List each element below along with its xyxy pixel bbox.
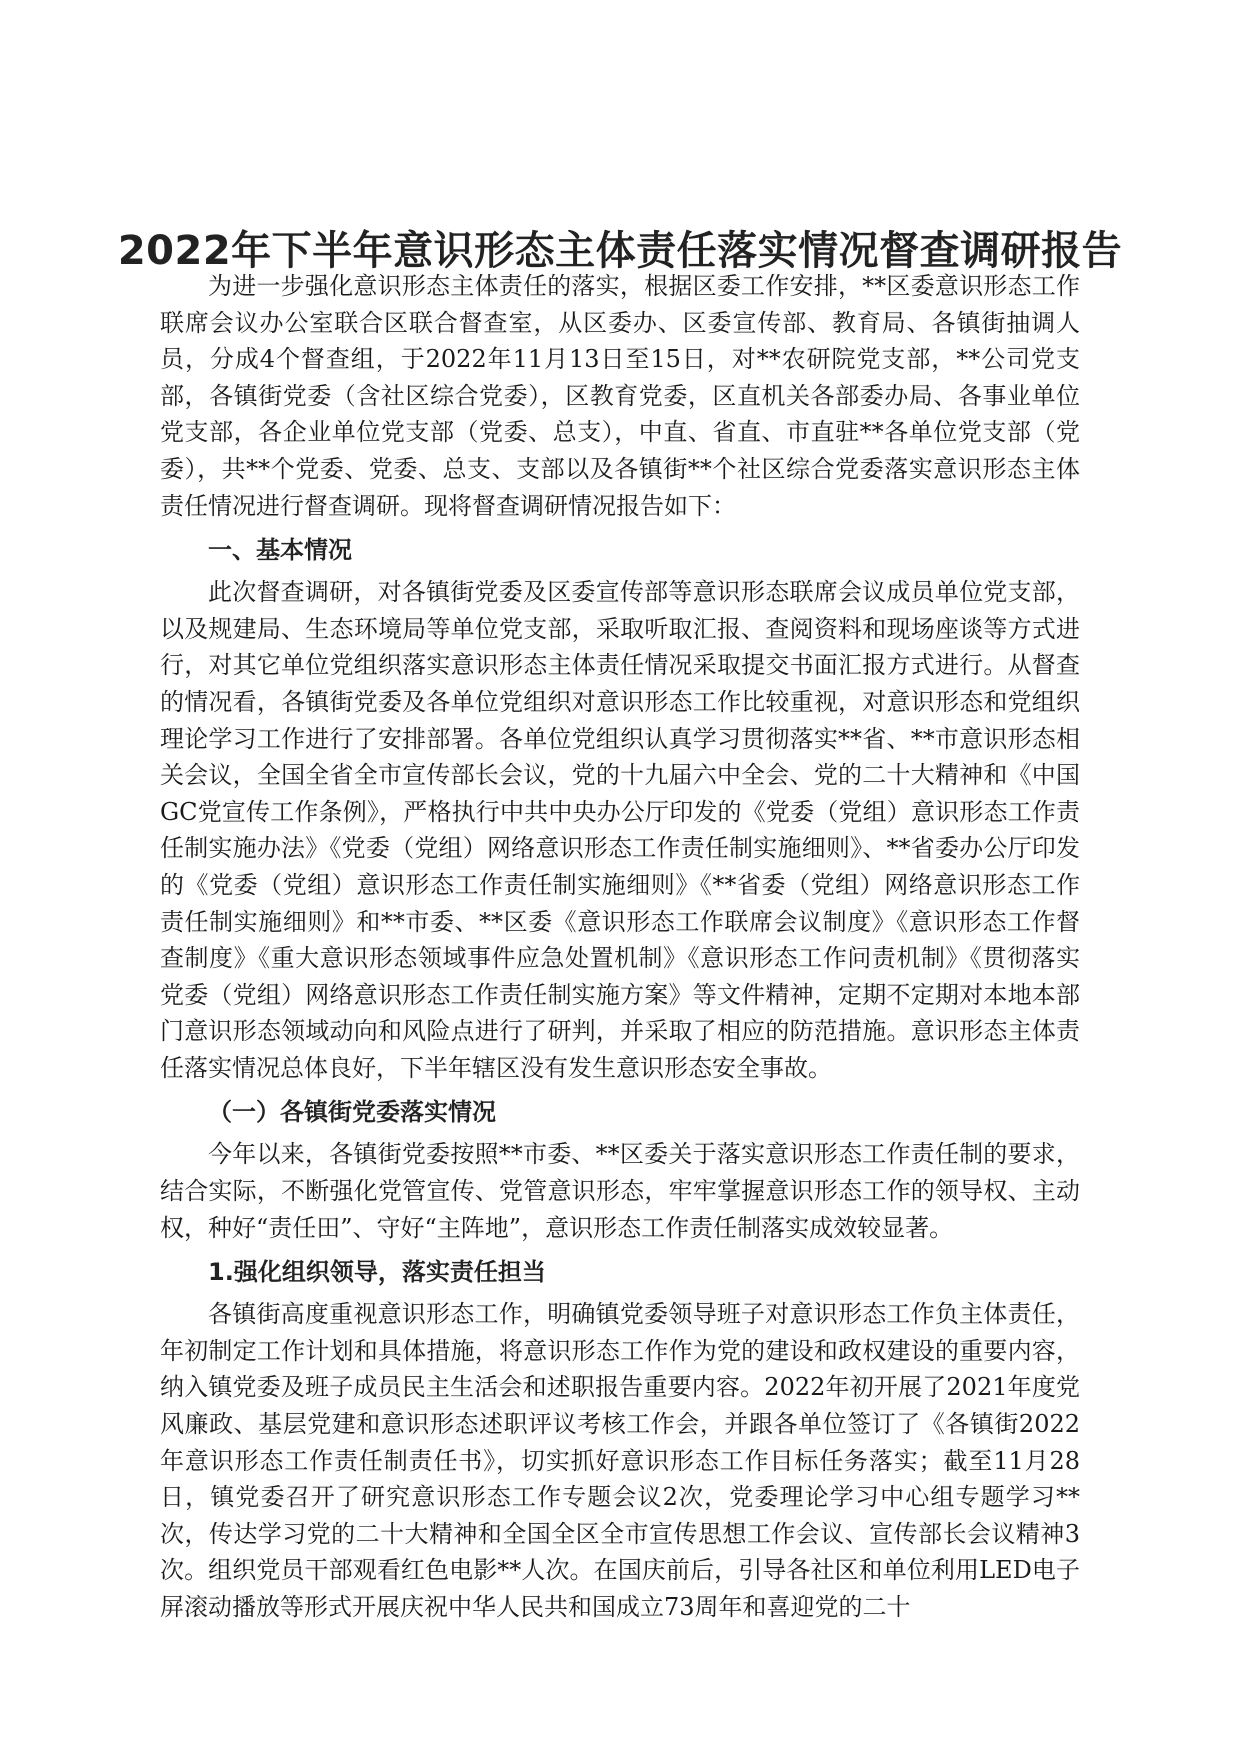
organization-leadership-paragraph: 各镇街高度重视意识形态工作，明确镇党委领导班子对意识形态工作负主体责任，年初制定工作计划和具体措施，将意识形态工作作为党的建设和政权建设的重要内容，纳入镇党委及班子成员民主生活会和述职报告重要内容。2022年初开展了2021年度党风廉政、基层党建和意识形态述职评议考核工作会，并跟各单位签订了《各镇街2022年意识形态工作责任制责任书》，切实抓好意识形态工作目标任务落实；截至11月28日，镇党委召开了研究意识形态工作专题会议2次，党委理论学习中心组专题学习**次，传达学习党的二十大精神和全国全区全市宣传思想工作会议、宣传部长会议精神3次。组织党员干部观看红色电影**人次。在国庆前后，引导各社区和单位利用LED电子屏滚动播放等形式开展庆祝中华人民共和国成立73周年和喜迎党的二十 [160, 1300, 1080, 1621]
section-heading-basic-situation: 一、基本情况 [208, 536, 352, 565]
basic-situation-paragraph: 此次督查调研，对各镇街党委及区委宣传部等意识形态联席会议成员单位党支部，以及规建局、生态环境局等单位党支部，采取听取汇报、查阅资料和现场座谈等方式进行，对其它单位党组织落实意识形态主体责任情况采取提交书面汇报方式进行。从督查的情况看，各镇街党委及各单位党组织对意识形态工作比较重视，对意识形态和党组织理论学习工作进行了安排部署。各单位党组织认真学习贯彻落实**省、**市意识形态相关会议，全国全省全市宣传部长会议，党的十九届六中全会、党的二十大精神和《中国GC党宣传工作条例》，严格执行中共中央办公厅印发的《党委（党组）意识形态工作责任制实施办法》《党委（党组）网络意识形态工作责任制实施细则》、**省委办公厅印发的《党委（党组）意识形态工作责任制实施细则》《**省委（党组）网络意识形态工作责任制实施细则》和**市委、**区委《意识形态工作联席会议制度》《意识形态工作督查制度》《重大意识形态领域事件应急处置机制》《意识形态工作问责机制》《贯彻落实党委（党组）网络意识形态工作责任制实施方案》等文件精神，定期不定期对本地本部门意识形态领域动向和风险点进行了研判，并采取了相应的防范措施。意识形态主体责任落实情况总体良好，下半年辖区没有发生意识形态安全事故。 [160, 578, 1080, 1082]
document-title: 2022年下半年意识形态主体责任落实情况督查调研报告 [117, 227, 1123, 274]
document-body [160, 268, 1080, 1626]
point-heading-organization-leadership: 1.强化组织领导，落实责任担当 [208, 1258, 546, 1287]
intro-paragraph: 为进一步强化意识形态主体责任的落实，根据区委工作安排，**区委意识形态工作联席会议办公室联合区联合督查室，从区委办、区委宣传部、教育局、各镇街抽调人员，分成4个督查组，于2022年11月13日至15日，对**农研院党支部，**公司党支部，各镇街党委（含社区综合党委），区教育党委，区直机关各部委办局、各事业单位党支部，各企业单位党支部（党委、总支），中直、省直、市直驻**各单位党支部（党委），共**个党委、党委、总支、支部以及各镇街**个社区综合党委落实意识形态主体责任情况进行督查调研。现将督查调研情况报告如下： [160, 272, 1080, 520]
town-committees-paragraph: 今年以来，各镇街党委按照**市委、**区委关于落实意识形态工作责任制的要求，结合实际，不断强化党管宣传、党管意识形态，牢牢掌握意识形态工作的领导权、主动权，种好“责任田”、守好“主阵地”，意识形态工作责任制落实成效较显著。 [160, 1140, 1080, 1242]
subsection-heading-town-committees: （一）各镇街党委落实情况 [208, 1098, 496, 1127]
